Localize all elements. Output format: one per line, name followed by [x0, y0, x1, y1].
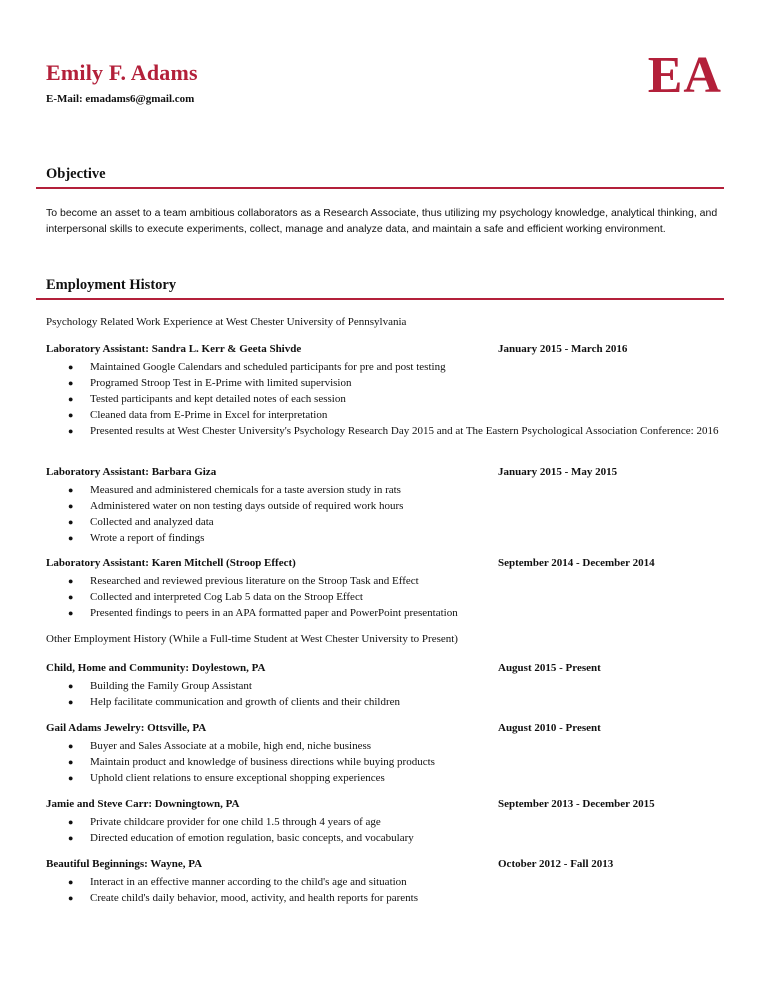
- monogram: EA: [647, 47, 722, 104]
- bullet-icon: ●: [68, 501, 74, 511]
- list-item: ● Programed Stroop Test in E-Prime with limited supervision: [68, 377, 352, 389]
- list-item: ● Help facilitate communication and growth of clients and their children: [68, 696, 401, 708]
- email-line: E-Mail: emadams6@gmail.com: [46, 93, 195, 105]
- list-item: ● Buyer and Sales Associate at a mobile, high end, niche business: [68, 740, 372, 752]
- job-entry: [46, 858, 726, 906]
- job-title: Beautiful Beginnings: Wayne, PA: [46, 858, 203, 870]
- list-item: ● Cleaned data from E-Prime in Excel for interpretation: [68, 409, 328, 421]
- job-dates: January 2015 - May 2015: [498, 466, 618, 478]
- bullet-icon: ●: [68, 741, 74, 751]
- bullet-icon: ●: [68, 362, 74, 372]
- bullet-icon: ●: [68, 576, 74, 586]
- job-title: Gail Adams Jewelry: Ottsville, PA: [46, 722, 207, 734]
- job-bullets: [46, 738, 726, 786]
- list-item: ● Presented findings to peers in an APA formatted paper and PowerPoint presentation: [68, 607, 458, 619]
- list-item: ● Building the Family Group Assistant: [68, 680, 252, 692]
- bullet-icon: ●: [68, 517, 74, 527]
- job-dates: September 2014 - December 2014: [498, 557, 655, 569]
- objective-text: To become an asset to a team ambitious collaborators as a Research Associate, thus utilizing my psychology knowledge, analytical thinking, and interpersonal skills to execute experiments, collect, manage and analyze data, and maintain a safe and efficient working environment.: [46, 207, 718, 235]
- list-item: ● Maintain product and knowledge of business directions while buying products: [68, 756, 435, 768]
- job-entry: [46, 557, 726, 621]
- job-title: Jamie and Steve Carr: Downingtown, PA: [46, 798, 240, 810]
- bullet-icon: ●: [68, 592, 74, 602]
- objective-divider: [36, 187, 724, 189]
- list-item: ● Collected and analyzed data: [68, 516, 214, 528]
- list-item: ● Tested participants and kept detailed notes of each session: [68, 393, 346, 405]
- list-item: ● Directed education of emotion regulation, basic concepts, and vocabulary: [68, 832, 414, 844]
- bullet-icon: ●: [68, 394, 74, 404]
- bullet-icon: ●: [68, 533, 74, 543]
- bullet-icon: ●: [68, 426, 74, 436]
- job-bullets: [46, 678, 726, 710]
- job-entry: [46, 722, 726, 786]
- bullet-icon: ●: [68, 485, 74, 495]
- list-item: ● Researched and reviewed previous literature on the Stroop Task and Effect: [68, 575, 419, 587]
- job-dates: August 2010 - Present: [498, 722, 601, 734]
- job-title: Laboratory Assistant: Barbara Giza: [46, 466, 217, 478]
- job-dates: January 2015 - March 2016: [498, 343, 628, 355]
- job-bullets: [46, 482, 726, 546]
- other-subhead: Other Employment History (While a Full-time Student at West Chester University to Present): [46, 633, 458, 645]
- job-entry: [46, 343, 726, 439]
- list-item: ● Interact in an effective manner according to the child's age and situation: [68, 876, 407, 888]
- objective-heading: Objective: [46, 166, 106, 182]
- bullet-icon: ●: [68, 833, 74, 843]
- job-bullets: [46, 814, 726, 846]
- bullet-icon: ●: [68, 697, 74, 707]
- bullet-icon: ●: [68, 608, 74, 618]
- job-dates: September 2013 - December 2015: [498, 798, 655, 810]
- job-entry: [46, 466, 726, 546]
- job-bullets: [46, 874, 726, 906]
- bullet-icon: ●: [68, 410, 74, 420]
- bullet-icon: ●: [68, 773, 74, 783]
- job-entry: [46, 662, 726, 710]
- psych-subhead: Psychology Related Work Experience at West Chester University of Pennsylvania: [46, 316, 407, 328]
- list-item: ● Private childcare provider for one child 1.5 through 4 years of age: [68, 816, 381, 828]
- bullet-icon: ●: [68, 893, 74, 903]
- job-title: Child, Home and Community: Doylestown, PA: [46, 662, 266, 674]
- job-bullets: [46, 573, 726, 621]
- list-item: ● Uphold client relations to ensure exceptional shopping experiences: [68, 772, 385, 784]
- job-dates: October 2012 - Fall 2013: [498, 858, 614, 870]
- job-title: Laboratory Assistant: Karen Mitchell (Stroop Effect): [46, 557, 296, 569]
- list-item: ● Presented results at West Chester University's Psychology Research Day 2015 and at The Eastern Psychological Association Conference: 2016: [68, 425, 719, 437]
- employment-divider: [36, 298, 724, 300]
- employment-heading: Employment History: [46, 277, 177, 293]
- job-dates: August 2015 - Present: [498, 662, 601, 674]
- list-item: ● Administered water on non testing days outside of required work hours: [68, 500, 404, 512]
- bullet-icon: ●: [68, 757, 74, 767]
- bullet-icon: ●: [68, 877, 74, 887]
- applicant-name: Emily F. Adams: [46, 60, 198, 85]
- job-entry: [46, 798, 726, 846]
- list-item: ● Wrote a report of findings: [68, 532, 205, 544]
- job-bullets: [46, 359, 726, 439]
- list-item: ● Measured and administered chemicals for a taste aversion study in rats: [68, 484, 401, 496]
- bullet-icon: ●: [68, 817, 74, 827]
- list-item: ● Maintained Google Calendars and scheduled participants for pre and post testing: [68, 361, 446, 373]
- list-item: ● Create child's daily behavior, mood, activity, and health reports for parents: [68, 892, 418, 904]
- list-item: ● Collected and interpreted Cog Lab 5 data on the Stroop Effect: [68, 591, 363, 603]
- bullet-icon: ●: [68, 681, 74, 691]
- bullet-icon: ●: [68, 378, 74, 388]
- job-title: Laboratory Assistant: Sandra L. Kerr & Geeta Shivde: [46, 343, 302, 355]
